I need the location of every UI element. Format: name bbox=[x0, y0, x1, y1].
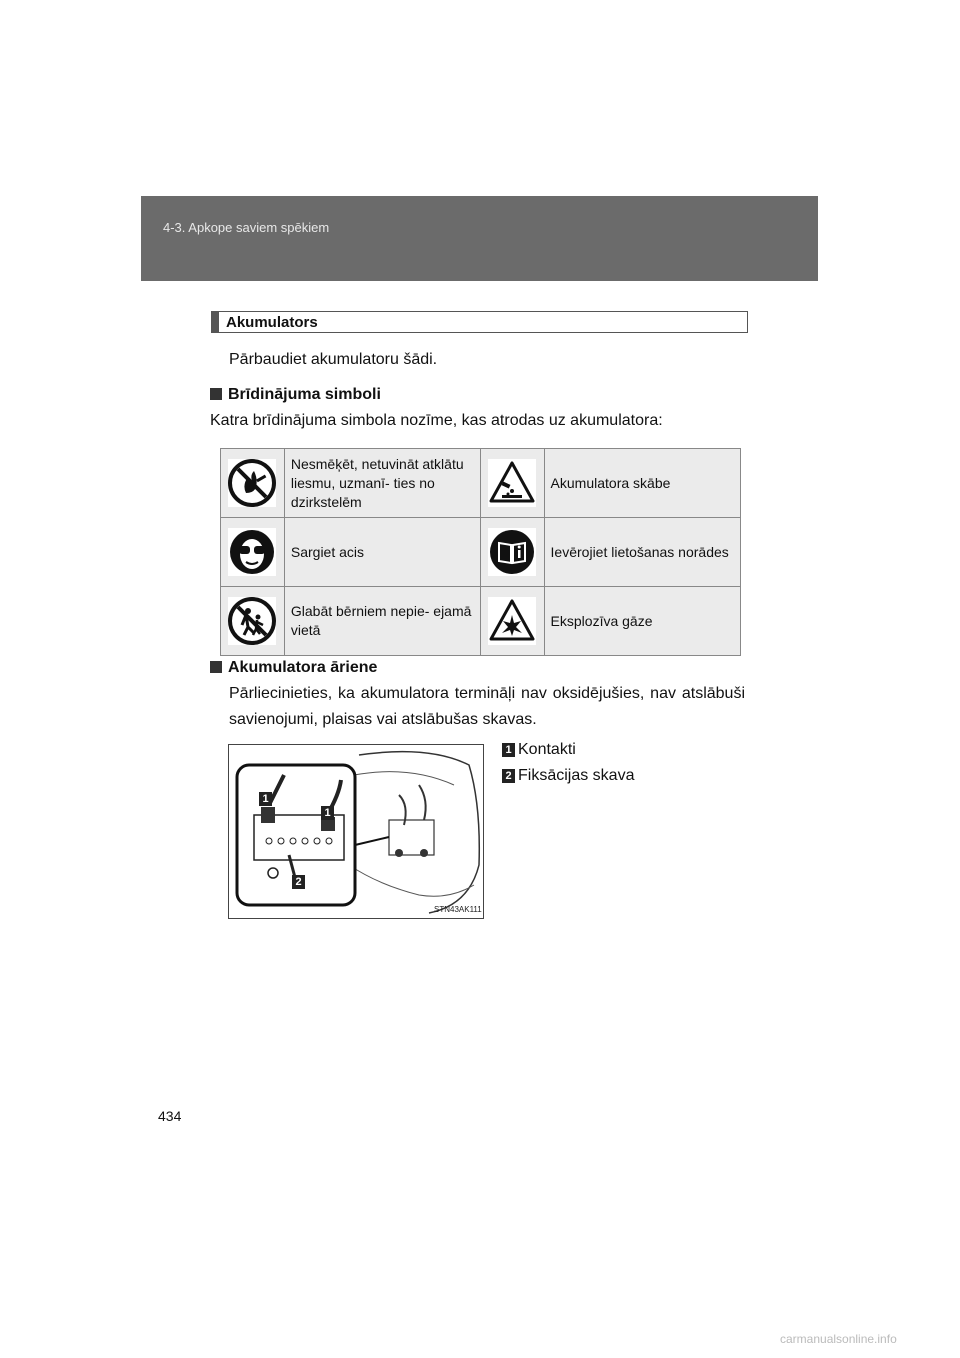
section-title: Akumulators bbox=[226, 314, 318, 331]
warning-symbols-table bbox=[220, 448, 741, 656]
read-manual-icon bbox=[488, 528, 536, 576]
table-row bbox=[221, 587, 741, 656]
section-title-box bbox=[211, 311, 748, 333]
symbol-label: Sargiet acis bbox=[284, 518, 480, 587]
square-bullet-icon bbox=[210, 661, 222, 673]
square-bullet-icon bbox=[210, 388, 222, 400]
symbol-label: Eksplozīva gāze bbox=[544, 587, 740, 656]
callout-badge: 1 bbox=[259, 792, 272, 806]
symbol-label: Akumulatora skābe bbox=[544, 449, 740, 518]
battery-illustration bbox=[228, 744, 484, 919]
warning-symbols-heading-text: Brīdinājuma simboli bbox=[228, 386, 381, 403]
legend-number: 2 bbox=[502, 769, 515, 783]
legend-number: 1 bbox=[502, 743, 515, 757]
battery-acid-icon bbox=[488, 459, 536, 507]
table-row bbox=[221, 518, 741, 587]
symbol-label: Ievērojiet lietošanas norādes bbox=[544, 518, 740, 587]
legend-item bbox=[502, 741, 576, 759]
table-row bbox=[221, 449, 741, 518]
symbol-label: Glabāt bērniem nepie- ejamā vietā bbox=[284, 587, 480, 656]
illustration-code: STN43AK111 bbox=[434, 905, 482, 914]
intro-text: Pārbaudiet akumulatoru šādi. bbox=[229, 351, 438, 368]
exterior-heading-text: Akumulatora āriene bbox=[228, 659, 378, 676]
keep-from-children-icon bbox=[228, 597, 276, 645]
exterior-heading bbox=[210, 659, 377, 677]
eye-protection-icon bbox=[228, 528, 276, 576]
page-header bbox=[141, 196, 818, 281]
exterior-text: Pārliecinieties, ka akumulatora termināļi nav oksidējušies, nav atslābuši savienojumi, plaisas vai atslābušas skavas. bbox=[229, 685, 745, 728]
legend-label: Kontakti bbox=[518, 741, 576, 758]
explosive-gas-icon bbox=[488, 597, 536, 645]
callout-badge: 1 bbox=[321, 806, 334, 820]
header-title: 4-3. Apkope saviem spēkiem bbox=[163, 220, 330, 235]
warning-symbols-description: Katra brīdinājuma simbola nozīme, kas atrodas uz akumulatora: bbox=[210, 412, 663, 429]
legend-label: Fiksācijas skava bbox=[518, 767, 635, 784]
page-number: 434 bbox=[158, 1108, 182, 1124]
symbol-label: Nesmēķēt, netuvināt atklātu liesmu, uzmanī- ties no dzirkstelēm bbox=[284, 449, 480, 518]
watermark: carmanualsonline.info bbox=[780, 1332, 897, 1346]
no-flame-icon bbox=[228, 459, 276, 507]
legend-item bbox=[502, 767, 634, 785]
callout-badge: 2 bbox=[292, 875, 305, 889]
section-marker bbox=[212, 312, 219, 332]
warning-symbols-heading bbox=[210, 386, 381, 404]
